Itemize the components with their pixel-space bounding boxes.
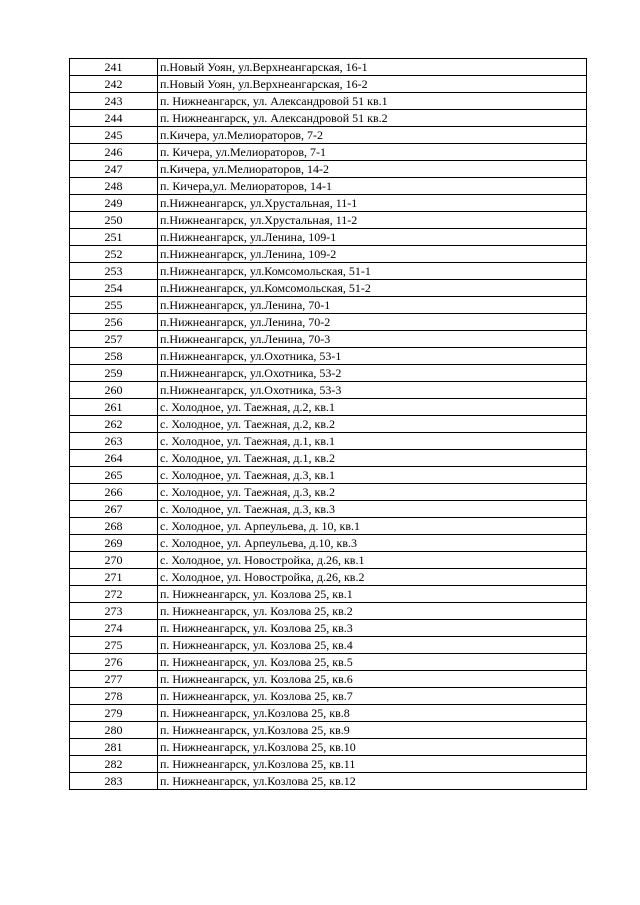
row-address: п.Новый Уоян, ул.Верхнеангарская, 16-2 [158, 76, 587, 93]
row-number: 276 [70, 654, 158, 671]
row-address: с. Холодное, ул. Таежная, д.2, кв.1 [158, 399, 587, 416]
table-row [70, 246, 587, 263]
table-row [70, 773, 587, 790]
row-address: п. Нижнеангарск, ул. Козлова 25, кв.7 [158, 688, 587, 705]
row-address: п. Нижнеангарск, ул. Козлова 25, кв.1 [158, 586, 587, 603]
row-address: п. Нижнеангарск, ул.Козлова 25, кв.12 [158, 773, 587, 790]
row-address: п.Нижнеангарск, ул.Ленина, 70-3 [158, 331, 587, 348]
row-address: п.Кичера, ул.Мелиораторов, 7-2 [158, 127, 587, 144]
table-row [70, 671, 587, 688]
row-number: 242 [70, 76, 158, 93]
table-row [70, 552, 587, 569]
row-address: с. Холодное, ул. Новостройка, д.26, кв.1 [158, 552, 587, 569]
row-number: 261 [70, 399, 158, 416]
table-row [70, 263, 587, 280]
row-address: п. Нижнеангарск, ул.Козлова 25, кв.11 [158, 756, 587, 773]
table-row [70, 110, 587, 127]
row-number: 268 [70, 518, 158, 535]
table-row [70, 331, 587, 348]
row-address: п.Нижнеангарск, ул.Хрустальная, 11-1 [158, 195, 587, 212]
table-row [70, 178, 587, 195]
row-number: 278 [70, 688, 158, 705]
row-number: 265 [70, 467, 158, 484]
row-number: 283 [70, 773, 158, 790]
row-number: 269 [70, 535, 158, 552]
table-row [70, 365, 587, 382]
row-number: 263 [70, 433, 158, 450]
row-address: п. Кичера, ул.Мелиораторов, 7-1 [158, 144, 587, 161]
row-address: п.Кичера, ул.Мелиораторов, 14-2 [158, 161, 587, 178]
table-row [70, 501, 587, 518]
row-number: 275 [70, 637, 158, 654]
row-address: п. Нижнеангарск, ул.Козлова 25, кв.10 [158, 739, 587, 756]
row-number: 251 [70, 229, 158, 246]
row-address: с. Холодное, ул. Новостройка, д.26, кв.2 [158, 569, 587, 586]
table-row [70, 280, 587, 297]
row-address: с. Холодное, ул. Таежная, д.3, кв.1 [158, 467, 587, 484]
table-row [70, 620, 587, 637]
table-row [70, 212, 587, 229]
row-address: с. Холодное, ул. Таежная, д.2, кв.2 [158, 416, 587, 433]
row-address: п. Нижнеангарск, ул. Александровой 51 кв.2 [158, 110, 587, 127]
row-address: п. Нижнеангарск, ул. Козлова 25, кв.5 [158, 654, 587, 671]
table-row [70, 705, 587, 722]
row-address: п.Нижнеангарск, ул.Охотника, 53-1 [158, 348, 587, 365]
table-row [70, 484, 587, 501]
row-address: п.Нижнеангарск, ул.Ленина, 70-1 [158, 297, 587, 314]
row-number: 259 [70, 365, 158, 382]
row-number: 270 [70, 552, 158, 569]
row-address: п.Нижнеангарск, ул.Ленина, 109-1 [158, 229, 587, 246]
row-address: с. Холодное, ул. Арпеульева, д. 10, кв.1 [158, 518, 587, 535]
table-row [70, 637, 587, 654]
row-number: 279 [70, 705, 158, 722]
row-number: 246 [70, 144, 158, 161]
row-number: 249 [70, 195, 158, 212]
row-address: с. Холодное, ул. Таежная, д.3, кв.3 [158, 501, 587, 518]
table-row [70, 603, 587, 620]
row-address: п. Нижнеангарск, ул. Козлова 25, кв.3 [158, 620, 587, 637]
row-address: п.Нижнеангарск, ул.Комсомольская, 51-1 [158, 263, 587, 280]
table-row [70, 416, 587, 433]
row-number: 264 [70, 450, 158, 467]
row-number: 282 [70, 756, 158, 773]
table-row [70, 739, 587, 756]
row-number: 252 [70, 246, 158, 263]
row-number: 256 [70, 314, 158, 331]
row-number: 280 [70, 722, 158, 739]
table-row [70, 518, 587, 535]
table-row [70, 93, 587, 110]
table-row [70, 535, 587, 552]
row-number: 257 [70, 331, 158, 348]
row-number: 245 [70, 127, 158, 144]
table-row [70, 297, 587, 314]
table-row [70, 450, 587, 467]
table-row [70, 229, 587, 246]
row-number: 243 [70, 93, 158, 110]
row-number: 241 [70, 59, 158, 76]
table-row [70, 382, 587, 399]
row-number: 254 [70, 280, 158, 297]
table-row [70, 688, 587, 705]
row-address: п. Кичера,ул. Мелиораторов, 14-1 [158, 178, 587, 195]
row-address: п.Нижнеангарск, ул.Хрустальная, 11-2 [158, 212, 587, 229]
table-row [70, 433, 587, 450]
row-number: 277 [70, 671, 158, 688]
row-address: с. Холодное, ул. Таежная, д.3, кв.2 [158, 484, 587, 501]
row-address: п. Нижнеангарск, ул. Козлова 25, кв.6 [158, 671, 587, 688]
table-row [70, 127, 587, 144]
row-number: 247 [70, 161, 158, 178]
row-number: 272 [70, 586, 158, 603]
table-row [70, 756, 587, 773]
table-row [70, 59, 587, 76]
table-row [70, 569, 587, 586]
table-row [70, 722, 587, 739]
table-row [70, 348, 587, 365]
row-address: п. Нижнеангарск, ул.Козлова 25, кв.8 [158, 705, 587, 722]
row-number: 244 [70, 110, 158, 127]
row-number: 267 [70, 501, 158, 518]
row-number: 253 [70, 263, 158, 280]
table-row [70, 195, 587, 212]
row-number: 271 [70, 569, 158, 586]
row-number: 262 [70, 416, 158, 433]
row-number: 273 [70, 603, 158, 620]
row-number: 274 [70, 620, 158, 637]
row-number: 266 [70, 484, 158, 501]
table-row [70, 144, 587, 161]
row-address: с. Холодное, ул. Таежная, д.1, кв.2 [158, 450, 587, 467]
row-number: 258 [70, 348, 158, 365]
row-address: п.Нижнеангарск, ул.Комсомольская, 51-2 [158, 280, 587, 297]
row-number: 281 [70, 739, 158, 756]
row-number: 255 [70, 297, 158, 314]
row-address: п.Нижнеангарск, ул.Ленина, 109-2 [158, 246, 587, 263]
row-address: п.Новый Уоян, ул.Верхнеангарская, 16-1 [158, 59, 587, 76]
table-row [70, 654, 587, 671]
row-address: с. Холодное, ул. Таежная, д.1, кв.1 [158, 433, 587, 450]
row-address: п.Нижнеангарск, ул.Охотника, 53-3 [158, 382, 587, 399]
row-address: п. Нижнеангарск, ул. Козлова 25, кв.2 [158, 603, 587, 620]
table-row [70, 586, 587, 603]
row-address: п. Нижнеангарск, ул. Александровой 51 кв.1 [158, 93, 587, 110]
row-address: п.Нижнеангарск, ул.Ленина, 70-2 [158, 314, 587, 331]
table-row [70, 467, 587, 484]
table-row [70, 399, 587, 416]
row-number: 248 [70, 178, 158, 195]
row-address: п.Нижнеангарск, ул.Охотника, 53-2 [158, 365, 587, 382]
table-row [70, 161, 587, 178]
row-address: с. Холодное, ул. Арпеульева, д.10, кв.3 [158, 535, 587, 552]
row-number: 260 [70, 382, 158, 399]
address-table-body [70, 59, 587, 790]
row-address: п. Нижнеангарск, ул. Козлова 25, кв.4 [158, 637, 587, 654]
address-table [69, 58, 587, 790]
table-row [70, 314, 587, 331]
row-address: п. Нижнеангарск, ул.Козлова 25, кв.9 [158, 722, 587, 739]
table-row [70, 76, 587, 93]
row-number: 250 [70, 212, 158, 229]
